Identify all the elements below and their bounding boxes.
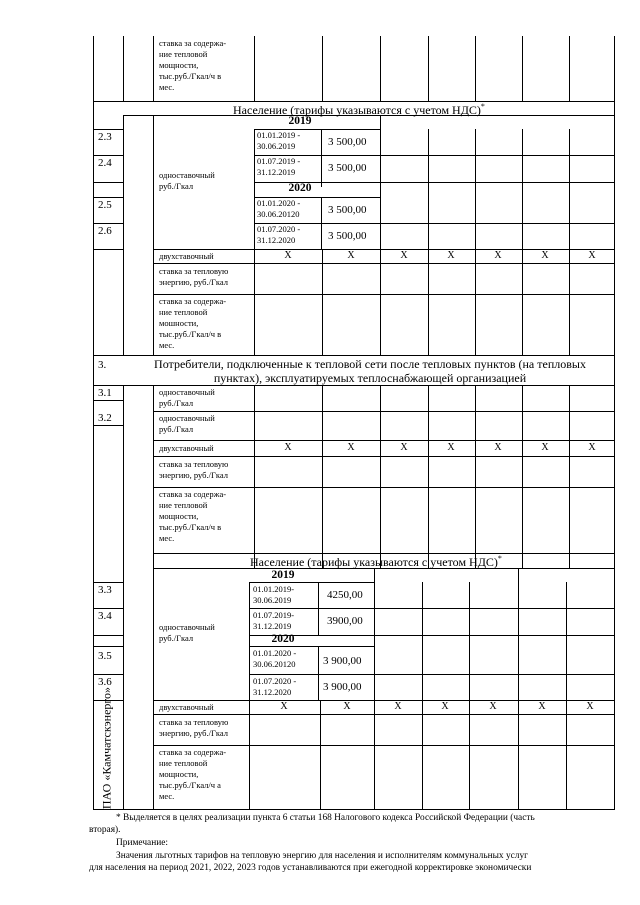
year-2020-label: 2020 [271, 633, 295, 645]
x-mark: Х [400, 250, 408, 261]
single-rate-label: одноставочный руб./Гкал [159, 622, 215, 643]
remark-title: Примечание: [116, 838, 169, 848]
x-mark: Х [284, 442, 292, 453]
single-rate-label: одноставочный руб./Гкал [159, 413, 215, 434]
energy-rate-label: ставка за тепловую энергию, руб./Гкал [159, 459, 229, 480]
capacity-rate-label: ставка за содержа- ние тепловой мощности, тыс.руб./Гкал/ч а мес. [159, 747, 227, 801]
capacity-rate-label: ставка за содержа- ние тепловой мощности, тыс.руб./Гкал/ч в мес. [159, 489, 227, 543]
x-mark: Х [347, 442, 355, 453]
tariff-value: 3 500,00 [328, 204, 367, 216]
footnote-cont: вторая). [89, 825, 121, 835]
single-rate-label: одноставочный руб./Гкал [159, 387, 215, 408]
period-label: 01.07.2020 - 31.12.2020 [257, 224, 301, 245]
period-label: 01.01.2020 - 30.06.20120 [257, 198, 301, 219]
row-number: 3.3 [98, 584, 112, 596]
x-mark: Х [489, 701, 497, 712]
period-label: 01.07.2020 - 31.12.2020 [253, 676, 297, 697]
x-mark: Х [400, 442, 408, 453]
period-label: 01.01.2020 - 30.06.20120 [253, 648, 297, 669]
section-title: Потребители, подключенные к тепловой сети после тепловых пунктов (на тепловых [154, 357, 586, 371]
row-number: 2.4 [98, 157, 112, 169]
x-mark: Х [588, 250, 596, 261]
year-2019-label: 2019 [271, 569, 295, 581]
row-number: 3.6 [98, 676, 112, 688]
section-number: 3. [98, 359, 107, 371]
row-number: 2.6 [98, 225, 112, 237]
two-rate-label: двухставочный [159, 251, 214, 261]
tariff-value: 3 500,00 [328, 230, 367, 242]
x-mark: Х [586, 701, 594, 712]
row-number: 3.5 [98, 650, 112, 662]
x-mark: Х [447, 250, 455, 261]
row-number: 2.5 [98, 199, 112, 211]
two-rate-label: двухставочный [159, 443, 214, 453]
x-mark: Х [538, 701, 546, 712]
row-number: 3.1 [98, 387, 112, 399]
x-mark: Х [280, 701, 288, 712]
energy-rate-label: ставка за тепловую энергию, руб./Гкал [159, 717, 229, 738]
x-mark: Х [447, 442, 455, 453]
year-2019-label: 2019 [288, 115, 312, 127]
population-header: Население (тарифы указываются с учетом НДС)* [233, 102, 485, 117]
section-title: пунктах), эксплуатируемых теплоснабжающей организацией [213, 371, 527, 385]
capacity-rate-label: ставка за содержа- ние тепловой мощности, тыс.руб./Гкал/ч в мес. [159, 38, 227, 92]
remark-text: Значения льготных тарифов на тепловую энергию для населения и исполнителям коммунальных услуг [116, 851, 529, 861]
x-mark: Х [494, 250, 502, 261]
x-mark: Х [284, 250, 292, 261]
footnote: * Выделяется в целях реализации пункта 6 статьи 168 Налогового кодекса Российской Федерации (часть [116, 813, 535, 823]
single-rate-label: одноставочный руб./Гкал [159, 170, 215, 191]
x-mark: Х [441, 701, 449, 712]
x-mark: Х [541, 250, 549, 261]
capacity-rate-label: ставка за содержа- ние тепловой мошности, тыс.руб./Гкал/ч в мес. [159, 296, 227, 350]
x-mark: Х [588, 442, 596, 453]
period-label: 01.07.2019- 31.12.2019 [253, 610, 295, 631]
x-mark: Х [347, 250, 355, 261]
x-mark: Х [494, 442, 502, 453]
energy-rate-label: ставка за тепловую энергию, руб./Гкал [159, 266, 229, 287]
row-number: 3.4 [98, 610, 112, 622]
x-mark: Х [394, 701, 402, 712]
period-label: 01.01.2019- 30.06.2019 [253, 584, 295, 605]
x-mark: Х [541, 442, 549, 453]
period-label: 01.07.2019 - 31.12.2019 [257, 156, 301, 177]
organization-name: ПАО «Камчатскэнерго» [99, 686, 114, 810]
tariff-value: 3 500,00 [328, 136, 367, 148]
year-2020-label: 2020 [288, 182, 312, 194]
two-rate-label: двухставочный [159, 702, 214, 712]
x-mark: Х [343, 701, 351, 712]
tariff-value: 3 500,00 [328, 162, 367, 174]
period-label: 01.01.2019 - 30.06.2019 [257, 130, 301, 151]
tariff-value: 3 900,00 [323, 681, 362, 693]
tariff-value: 4250,00 [327, 589, 363, 601]
population-header: Население (тарифы указываются с учетом НДС)* [250, 554, 502, 569]
tariff-value: 3900,00 [327, 615, 363, 627]
tariff-value: 3 900,00 [323, 655, 362, 667]
row-number: 3.2 [98, 412, 112, 424]
remark-text: для населения на период 2021, 2022, 2023 годов устанавливаются при ежегодной корректировке экономически [89, 863, 532, 873]
row-number: 2.3 [98, 131, 112, 143]
